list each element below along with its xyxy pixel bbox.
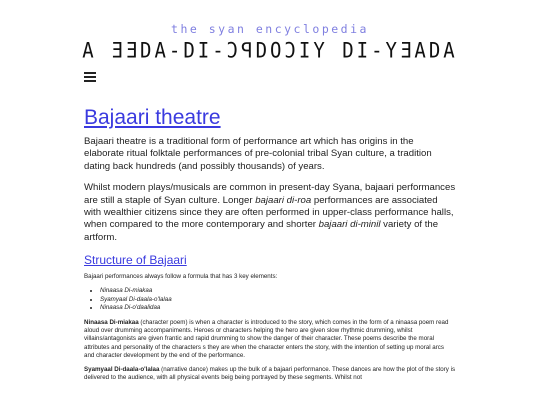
text-span: (narrative dance) makes up the bulk of a bajaari performance. These dances are how the plot of the story is delivered to the audience, with all physical events beig being portrayed by these segments. Whilst not: [84, 366, 456, 382]
site-subtitle: the syan encyclopedia: [171, 22, 369, 36]
list-item: • Ninaasa Di-miakaa: [100, 287, 456, 295]
section-heading-structure[interactable]: Structure of Bajaari: [84, 253, 187, 268]
character-poem-paragraph: [84, 319, 456, 360]
structure-section: [84, 273, 456, 382]
text-span: variety of the artform.: [84, 219, 439, 243]
site-conlang-title: A ƎƎDA-DI-ƆꟼDOƆIY DI-YƎADA: [82, 38, 458, 64]
site-header: [0, 0, 540, 62]
key-elements-list: [84, 287, 456, 312]
hamburger-menu-icon[interactable]: [84, 72, 96, 82]
term-bajaari-di-roa: bajaari di-roa: [255, 194, 312, 206]
lead-paragraph-2: [84, 182, 456, 244]
term-syamyaal-di-daala: Syamyaal Di-daala-o'lalaa: [84, 366, 160, 374]
text-span: performances are associated with wealthier citizens since they are often performed in upper-class performance halls, when compared to the more contemporary and shorter: [84, 194, 454, 231]
article-lead: [84, 136, 456, 244]
menu-bar: [84, 72, 96, 74]
term-ninaasa-di-miakaa: Ninaasa Di-miakaa: [84, 319, 139, 327]
page-title[interactable]: Bajaari theatre: [84, 106, 221, 129]
list-item: • Ninaasa Di-o'daalidaa: [100, 304, 456, 312]
lead-paragraph-1: Bajaari theatre is a traditional form of performance art which has origins in the elaborate ritual folktale performances of pre-colonial tribal Syan culture, a tradition dating back hundreds (and possibly thousands) of years.: [84, 136, 432, 172]
menu-bar: [84, 80, 96, 82]
menu-bar: [84, 76, 96, 78]
text-span: (character poem) is when a character is introduced to the story, which comes in the form of a ninaasa poem read aloud over drumming accompaniments. Heroes or characters helping the hero are given slow rhythmic drumming, whilst villains/antagonists are given frantic and rapid drumming to show the danger of their character. These poems describe the moral attributes and personality of the characters s they are when the character enters the story, with the intention of setting up moral arcs and character development by the end of the performance.: [84, 319, 449, 359]
narrative-dance-paragraph: [84, 366, 456, 382]
article-content: [84, 98, 456, 388]
structure-intro: Bajaari performances always follow a formula that has 3 key elements:: [84, 273, 278, 281]
text-span: Whilst modern plays/musicals are common in present-day Syana, bajaari performances are still a staple of Syan culture. Longer: [84, 182, 456, 206]
list-item: • Syamyaal Di-daala-o'lalaa: [100, 296, 456, 304]
term-bajaari-di-minil: bajaari di-minil: [318, 219, 381, 231]
